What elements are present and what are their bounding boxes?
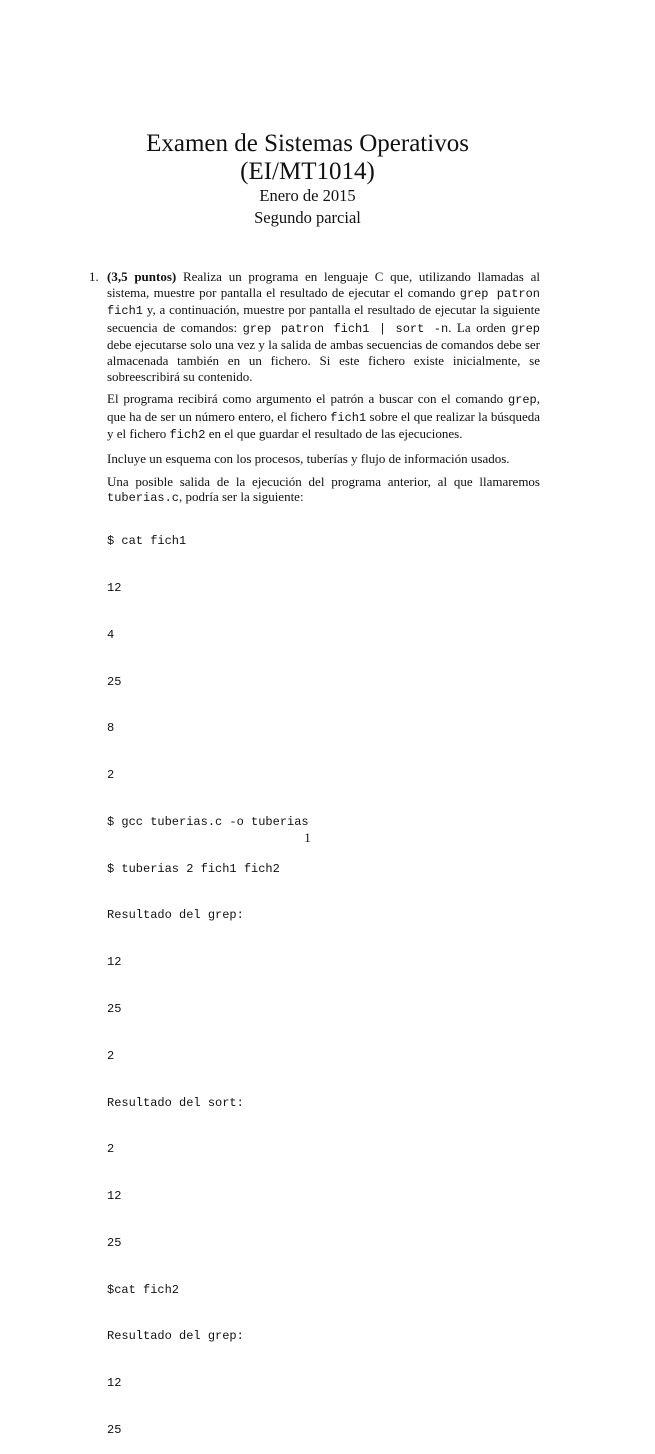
- question-paragraph-2: [107, 391, 540, 444]
- inline-code: fich2: [169, 428, 206, 443]
- inline-code: grep: [511, 321, 541, 336]
- question-paragraph-4: [107, 474, 540, 507]
- text: Una posible salida de la ejecución del programa anterior, al que llamaremos: [107, 473, 540, 489]
- title-line-2: (EI/MT1014): [240, 158, 375, 185]
- code-line: 12: [107, 580, 122, 595]
- code-line: 25: [107, 674, 122, 689]
- code-line: 12: [107, 955, 122, 970]
- exam-title: [0, 130, 615, 186]
- exam-subtitle: Segundo parcial: [254, 208, 361, 227]
- title-line-1: Examen de Sistemas Operativos: [146, 130, 469, 157]
- code-line: Resultado del sort:: [107, 1095, 244, 1110]
- text: sobre el que realizar la búsqueda y el fichero: [107, 408, 540, 442]
- code-line: Resultado del grep:: [107, 1329, 244, 1344]
- question-paragraph-3: Incluye un esquema con los procesos, tuberías y flujo de información usados.: [107, 450, 510, 466]
- question-paragraph-1: [107, 269, 540, 384]
- text: en el que guardar el resultado de las ejecuciones.: [205, 426, 463, 442]
- code-line: 25: [107, 1423, 122, 1438]
- inline-code: tuberias.c: [107, 491, 180, 506]
- code-line: $cat fich2: [107, 1282, 180, 1297]
- exam-date: Enero de 2015: [259, 186, 356, 205]
- inline-code: grep patron fich1 | sort -n: [242, 321, 449, 336]
- code-line: 2: [107, 768, 115, 783]
- text: y, a continuación, muestre por pantalla el resultado de ejecutar la siguiente secuencia de comandos:: [107, 302, 540, 335]
- code-line: 12: [107, 1376, 122, 1391]
- code-line: 4: [107, 627, 115, 642]
- inline-code: grep: [507, 393, 537, 408]
- code-line: $ gcc tuberias.c -o tuberias: [107, 814, 309, 829]
- inline-code: grep patron fich1: [107, 286, 541, 319]
- code-line: 2: [107, 1142, 115, 1157]
- text: , que ha de ser un número entero, el fichero: [107, 391, 540, 424]
- code-line: $ tuberias 2 fich1 fich2: [107, 861, 280, 876]
- example-output-code-block: [107, 503, 309, 1454]
- code-line: 2: [107, 1048, 115, 1063]
- page-number: 1: [304, 830, 311, 845]
- question-points: (3,5 puntos): [107, 269, 177, 284]
- inline-code: fich1: [330, 410, 367, 425]
- code-line: $ cat fich1: [107, 534, 187, 549]
- question-number: 1.: [89, 269, 99, 284]
- code-line: 25: [107, 1235, 122, 1250]
- text: , podría ser la siguiente:: [179, 489, 304, 505]
- code-line: 8: [107, 721, 115, 736]
- question-body: [107, 269, 540, 514]
- text: debe ejecutarse solo una vez y la salida de ambas secuencias de comandos debe ser almacenada también en un fichero. Si este fichero existe inicialmente, se sobreescribirá su contenido.: [107, 337, 540, 384]
- code-line: 12: [107, 1189, 122, 1204]
- code-line: 25: [107, 1002, 122, 1016]
- text: Realiza un programa en lenguaje C que, utilizando llamadas al sistema, muestre por pantalla el resultado de ejecutar el comando: [107, 269, 540, 300]
- text: . La orden: [448, 319, 512, 335]
- code-line: Resultado del grep:: [107, 908, 244, 923]
- text: El programa recibirá como argumento el patrón a buscar con el comando: [107, 391, 508, 407]
